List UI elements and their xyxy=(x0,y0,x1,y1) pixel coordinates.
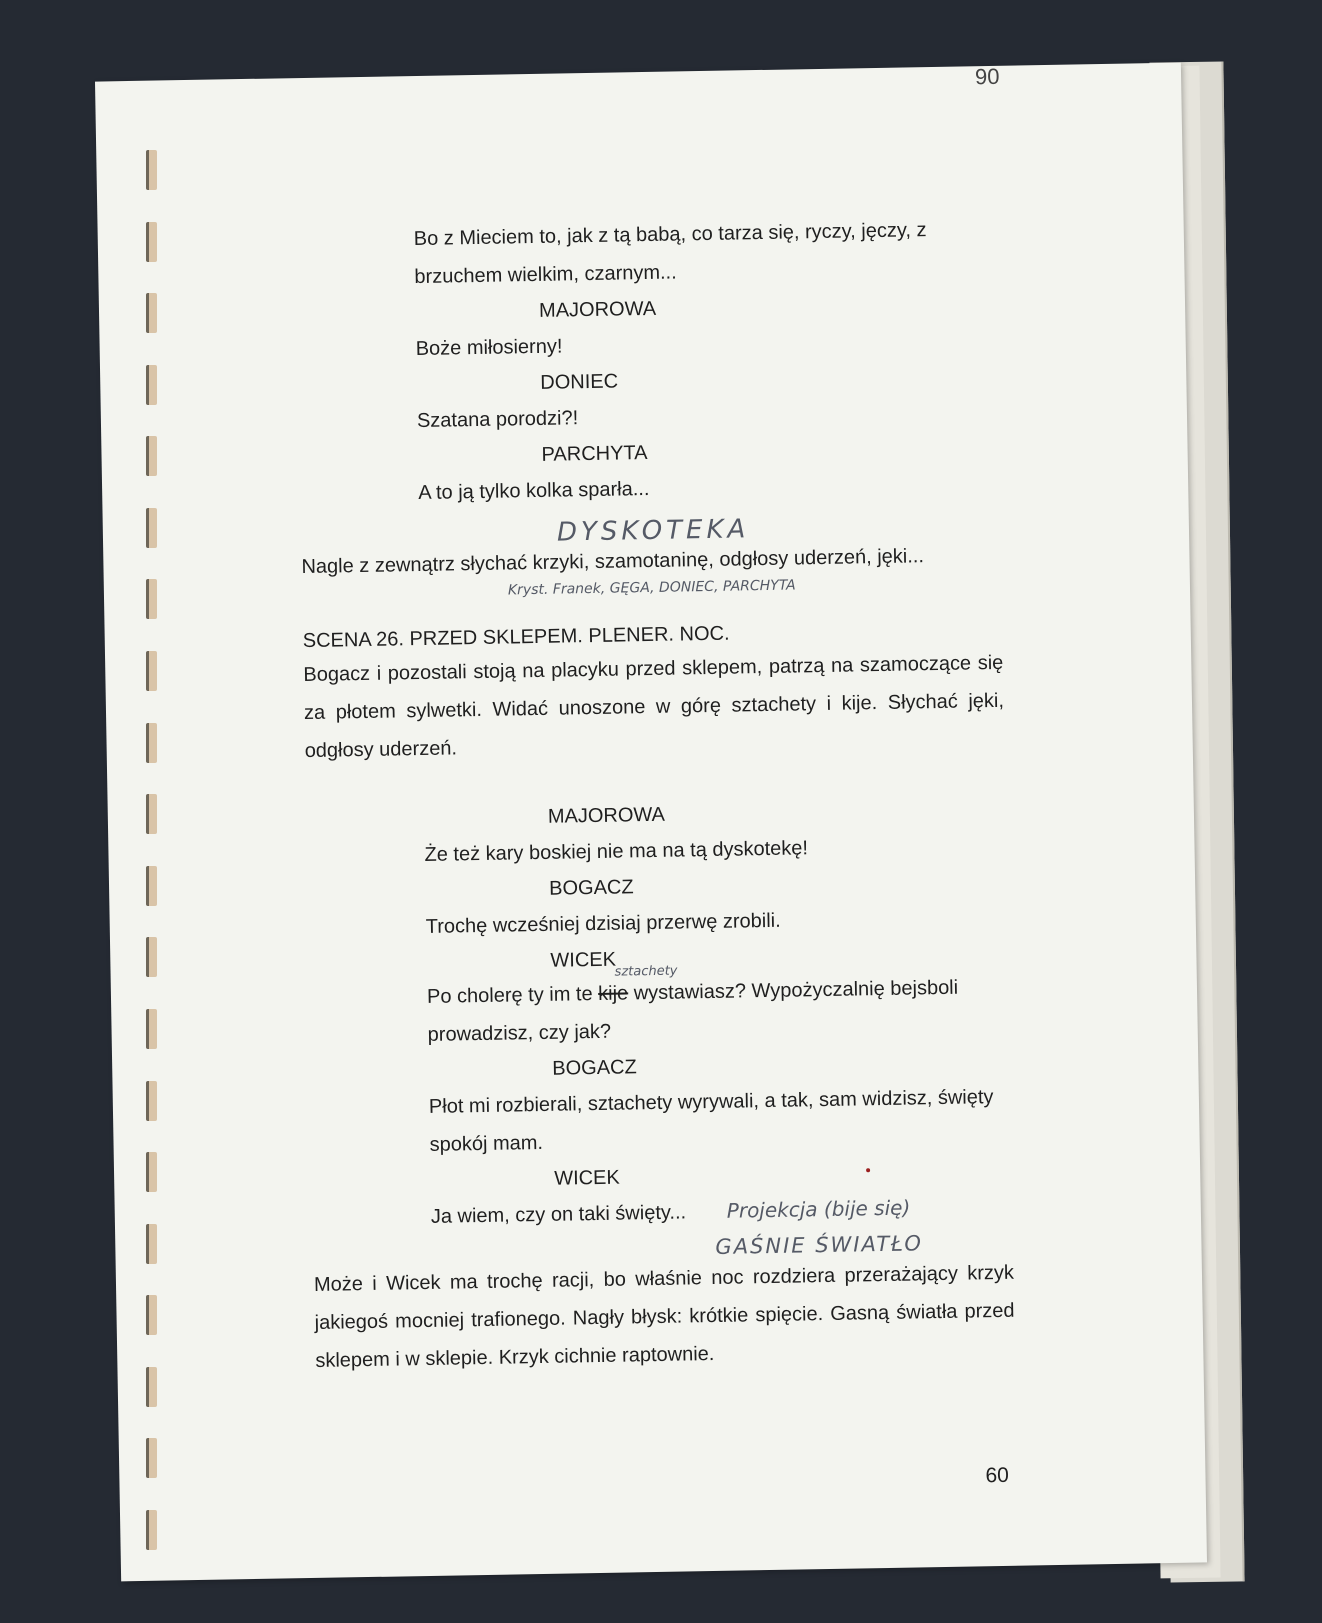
dialogue-line: A to ją tylko kolka sparła... xyxy=(418,477,650,505)
character-name: WICEK xyxy=(550,948,617,972)
comb-binding xyxy=(146,150,162,1550)
dialogue-line: Szatana porodzi?! xyxy=(416,407,579,433)
binding-hole xyxy=(146,937,157,977)
binding-hole xyxy=(146,651,157,691)
handwritten-note: sztachety xyxy=(614,963,678,980)
scene-heading: SCENA 26. PRZED SKLEPEM. PLENER. NOC. xyxy=(302,622,730,653)
binding-hole xyxy=(146,1510,157,1550)
binding-hole xyxy=(146,222,157,262)
binding-hole xyxy=(146,293,157,333)
binding-hole xyxy=(146,436,157,476)
character-name: BOGACZ xyxy=(548,876,634,900)
dialogue-line: Że też kary boskiej nie ma na tą dyskotekę! xyxy=(424,837,809,866)
page-number: 60 xyxy=(985,1463,1010,1488)
dialogue-line: Płot mi rozbierali, sztachety wyrywali, a tak, sam widzisz, święty xyxy=(428,1086,994,1118)
binding-hole xyxy=(146,1152,157,1192)
character-name: BOGACZ xyxy=(552,1056,637,1080)
binding-hole xyxy=(146,1009,157,1049)
script-text xyxy=(95,63,1207,1582)
dialogue-line: Ja wiem, czy on taki święty... xyxy=(430,1201,687,1228)
action-paragraph: Może i Wicek ma trochę racji, bo właśnie noc rozdziera przerażający krzyk jakiegoś mocniej trafionego. Nagły błysk: krótkie spięcie. Gasną światła przed sklepem i w sklepie. Krzyk cichnie raptownie. xyxy=(313,1261,1015,1372)
dialogue-text: Po cholerę ty im te xyxy=(426,982,599,1008)
dialogue-line: Boże miłosierny! xyxy=(415,335,563,361)
dialogue-line: Trochę wcześniej dzisiaj przerwę zrobili. xyxy=(425,909,781,938)
character-name: MAJOROWA xyxy=(538,297,657,322)
binding-hole xyxy=(146,150,157,190)
character-name: DONIEC xyxy=(540,370,619,394)
character-name: PARCHYTA xyxy=(541,442,648,466)
handwritten-note: DYSKOTEKA xyxy=(556,514,750,548)
top-page-number: 90 xyxy=(974,63,1000,90)
action-line: Nagle z zewnątrz słychać krzyki, szamotaninę, odgłosy uderzeń, jęki... xyxy=(301,545,925,579)
dialogue-line: brzuchem wielkim, czarnym... xyxy=(414,261,677,289)
dialogue-line xyxy=(427,977,958,1009)
struck-word: kije xyxy=(597,982,629,1005)
binding-hole xyxy=(146,866,157,906)
handwritten-note: Projekcja (bije się) xyxy=(726,1195,911,1223)
ink-dot xyxy=(866,1168,870,1172)
dialogue-line: Bo z Mieciem to, jak z tą babą, co tarza się, ryczy, jęczy, z xyxy=(413,219,927,251)
binding-hole xyxy=(146,579,157,619)
character-name: WICEK xyxy=(554,1166,620,1190)
handwritten-note: GAŚNIE ŚWIATŁO xyxy=(715,1231,924,1259)
dialogue-text: wystawiasz? Wypożyczalnię bejsboli xyxy=(627,976,959,1005)
script-page xyxy=(95,63,1207,1582)
binding-hole xyxy=(146,1081,157,1121)
binding-hole xyxy=(146,508,157,548)
binding-hole xyxy=(146,1295,157,1335)
action-paragraph: Bogacz i pozostali stoją na placyku przed sklepem, patrzą na szamoczące się za płotem sylwetki. Widać unoszone w górę sztachety i kije. Słychać jęki, odgłosy uderzeń. xyxy=(303,651,1005,763)
binding-hole xyxy=(146,1367,157,1407)
binding-hole xyxy=(146,794,157,834)
binding-hole xyxy=(146,365,157,405)
binding-hole xyxy=(146,1224,157,1264)
binding-hole xyxy=(146,723,157,763)
binding-hole xyxy=(146,1438,157,1478)
dialogue-line: spokój mam. xyxy=(429,1131,544,1156)
handwritten-note: Kryst. Franek, GĘGA, DONIEC, PARCHYTA xyxy=(507,577,796,599)
dialogue-line: prowadzisz, czy jak? xyxy=(427,1020,612,1046)
character-name: MAJOROWA xyxy=(547,803,666,828)
